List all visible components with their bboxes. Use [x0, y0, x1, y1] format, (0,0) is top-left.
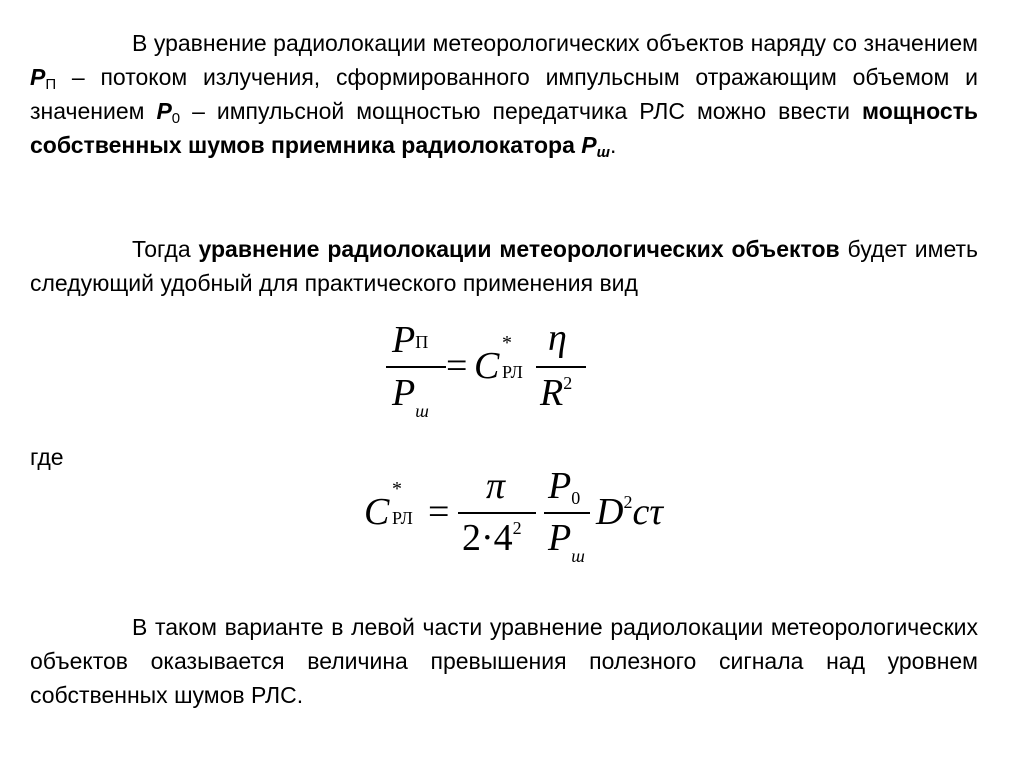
coef-c-rl: C * РЛ: [474, 332, 523, 387]
symbol-p-flow: $Р_П$: [30, 64, 57, 93]
label-where: где: [30, 444, 64, 470]
equals-sign: =: [428, 491, 450, 533]
paragraph-conclusion: [30, 610, 978, 712]
text: В таком варианте в левой части уравнение радиолокации метеорологических объектов оказывается величина превышения полезного сигнала над уровнем собственных шумов РЛС.: [30, 614, 978, 708]
fraction-p0-psh: P0 $P_ш$: [544, 468, 590, 578]
fraction-eta-r2: η $R^2$: [536, 316, 586, 426]
symbol-psh: $Р_ш$: [581, 132, 610, 161]
text: – импульсной мощностью передатчика РЛС можно ввести: [180, 98, 863, 124]
paragraph-intro: [30, 26, 978, 162]
symbol-p0: $Р_0$: [156, 98, 181, 127]
term-d2-c-tau: $D^2c\tau$: [596, 491, 663, 533]
text: будет иметь следующий удобный для практического применения вид: [30, 236, 978, 296]
bold-term-radar-equation: уравнение радиолокации метеорологических объектов: [198, 236, 840, 262]
fraction-pp-psh: PП $P_ш$: [386, 316, 446, 426]
text: .: [609, 132, 617, 158]
text: В уравнение радиолокации метеорологических объектов наряду со значением: [132, 30, 978, 56]
text: Тогда: [132, 236, 199, 262]
equals-sign: =: [446, 345, 468, 387]
fraction-pi: π $2\cdot 4^2$: [458, 468, 536, 578]
paragraph-then: [30, 232, 978, 300]
text: – потоком излучения, сформированного импульсным отражающим объемом и значением: [30, 64, 978, 124]
equation-radar: [386, 316, 606, 426]
equation-coefficient: [364, 465, 704, 578]
bold-term-noise-power: мощность собственных шумов приемника радиолокатора: [30, 98, 979, 158]
coef-c-rl-lhs: C * РЛ: [364, 478, 413, 533]
